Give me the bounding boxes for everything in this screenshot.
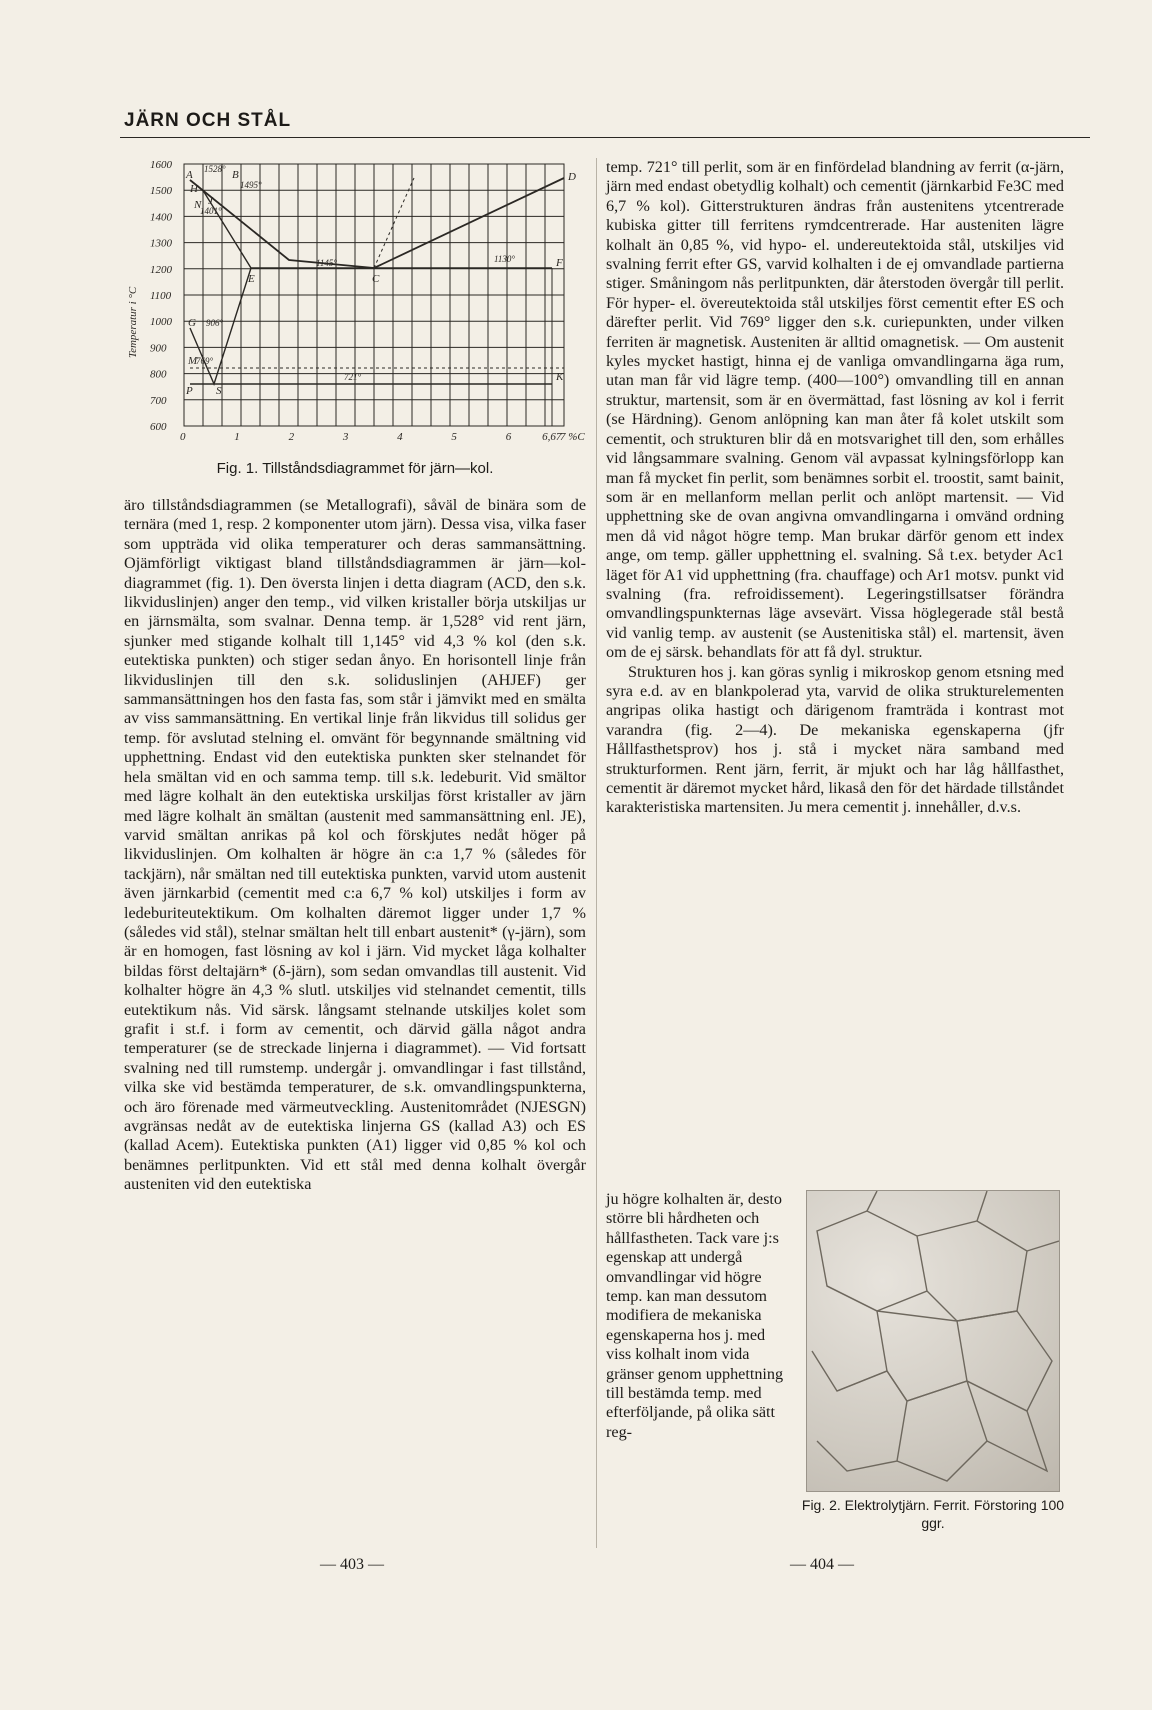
y-axis-label: Temperatur i °C	[127, 286, 139, 358]
point-label: J	[208, 195, 213, 207]
temperature-label: 1495°	[240, 180, 262, 190]
temperature-label: 769°	[196, 356, 214, 366]
x-tick-label: 7 %C	[560, 431, 585, 443]
point-label: K	[556, 371, 564, 383]
x-tick-label: 5	[451, 431, 457, 443]
y-tick-label: 1400	[150, 211, 172, 224]
right-column	[606, 158, 1064, 818]
x-tick-label: 0	[180, 431, 186, 443]
temperature-label: 721°	[344, 372, 362, 382]
x-tick-label: 4	[397, 431, 403, 443]
temperature-label: 1401°	[200, 206, 222, 216]
y-tick-label: 1000	[150, 316, 172, 329]
x-tick-label: 6,67	[542, 431, 562, 443]
page-number-right: — 404 —	[790, 1556, 854, 1573]
page-number-left: — 403 —	[320, 1556, 384, 1573]
x-tick-label: 2	[288, 431, 295, 443]
temperature-label: 1130°	[494, 254, 515, 264]
column-divider	[596, 158, 597, 1548]
micrograph-svg	[807, 1191, 1059, 1491]
micrograph-image	[806, 1190, 1060, 1492]
point-label: F	[556, 257, 563, 269]
right-wrap-text: ju högre kolhalten är, desto större bli hårdheten och hållfastheten. Tack vare j:s egenskap att undergå omvandlingar vid högre temp. kan man dessutom modifiera de mekaniska egenskaperna hos j. med viss kolhalt inom vida gränser genom upphettning till bestämda temp. med efterföljande, på olika sätt reg-	[606, 1190, 784, 1441]
point-label: A	[186, 169, 193, 181]
point-label: B	[232, 169, 239, 181]
y-tick-label: 1600	[150, 159, 172, 171]
y-tick-label: 800	[150, 368, 167, 381]
point-label: M	[188, 355, 198, 367]
temperature-label: 1145°	[316, 258, 337, 268]
right-para-1: temp. 721° till perlit, som är en finfördelad blandning av ferrit (α-järn, järn med endast obetydlig kolhalt) och cementit (järnkarbid Fe3C med 6,7 % kol). Gitterstrukturen ändras från austenitens ytcentrerade kubiska gitter till ferritens rymdcentrerade. Har austeniten lägre kolhalt än 0,85 %, vid hypo- el. undereutektoida stål, utskiljes vid svalning ferrit efter GS, varvid kolhalten i de ej omvandlade partierna stiger. Småningom nås perlitpunkten, där återstoden övergår till perlit. För hyper- el. övereutektoida stål utskiljes först cementit efter ES och därefter perlit. Vid 769° ligger den s.k. curiepunkten, under vilken ferriten är magnetisk. Austeniten är alltid omagnetisk. — Om austenit kyles mycket hastigt, hinna ej de vanliga omvandlingarna äga rum, utan man får vid lägre temp. (400—100°) omvandling till en annan struktur, martensit, som är en övermättad, fast lösning av kol i ferrit (se Härdning). Genom anlöpning kan man åter få kolet utskilt som cementit, och strukturen blir då en motsvarighet till den, som erhålles vid långsammare svalning. Genom väl avpassat kylningsförlopp kan man få mycket fin perlit, som benämnes sorbit el. troostit, samt bainit, som är en mellanform mellan perlit och anlöpt martensit. — Vid upphettning ske de ovan angivna omvandlingarna i omvänd ordning men då vid något högre temp. Man brukar därför genom ett index ange, om temp. gäller upphettning el. svalning. Så t.ex. betyder Ac1 läget för A1 vid upphettning (fra. chauffage) och Ar1 motsv. punkt vid svalning (fra. refroidissement). Legeringstillsatser förändra omvandlingspunkternas läge avsevärt. Vissa höglegerade stål bestå vid vanlig temp. av austenit (se Austenitiska stål) el. martensit, även om de ej särsk. behandlats för att få dyl. struktur.	[606, 158, 1064, 662]
temperature-label: 906°	[206, 318, 224, 328]
phase-diagram	[124, 158, 586, 488]
y-tick-label: 1100	[150, 290, 172, 302]
point-label: G	[188, 317, 196, 329]
y-tick-label: 1200	[150, 263, 172, 276]
phase-diagram-svg	[124, 158, 586, 458]
left-column	[124, 496, 586, 1195]
point-label: P	[186, 385, 193, 397]
x-tick-label: 1	[234, 431, 240, 443]
page-title: JÄRN OCH STÅL	[124, 110, 292, 131]
point-label: C	[372, 273, 380, 285]
x-tick-label: 6	[505, 431, 512, 443]
y-tick-label: 900	[150, 342, 167, 355]
figure2-caption: Fig. 2. Elektrolytjärn. Ferrit. Förstoring 100 ggr.	[801, 1497, 1065, 1531]
x-tick-label: 3	[342, 431, 349, 443]
header-rule	[120, 137, 1090, 138]
right-para-2: Strukturen hos j. kan göras synlig i mikroskop genom etsning med syra e.d. av en blankpolerad yta, varvid de olika strukturelementen angripas olika hastigt och därigenom framträda i kontrast mot varandra (fig. 2—4). De mekaniska egenskaperna (jfr Hållfasthetsprov) hos j. stå i mycket nära samband med strukturformen. Rent järn, ferrit, är mjukt och har låg hållfasthet, cementit är däremot mycket hård, likaså den för det härdade tillståndet karakteristiska martensiten. Ju mera cementit j. innehåller, d.v.s.	[606, 662, 1064, 817]
point-label: H	[190, 183, 198, 195]
y-tick-label: 600	[150, 421, 167, 433]
point-label: S	[216, 385, 222, 397]
y-tick-label: 700	[150, 394, 167, 407]
point-label: E	[248, 273, 255, 285]
figure1-caption: Fig. 1. Tillståndsdiagrammet för järn—kol.	[216, 460, 494, 477]
left-column-text: äro tillståndsdiagrammen (se Metallografi), såväl de binära som de ternära (med 1, resp. 2 komponenter utom järn). Dessa visa, vilka faser som uppträda vid olika temperaturer och deras sammansättning. Ojämförligt viktigast bland tillståndsdiagrammen är järn—kol-diagrammet (fig. 1). Den översta linjen i detta diagram (ACD, den s.k. likviduslinjen) anger den temp., vid vilken kristaller börja utskiljas ur en järnsmälta, som svalnar. Denna temp. är 1,528° vid rent järn, sjunker med stigande kolhalt till 1,145° vid 4,3 % kol (den s.k. eutektiska punkten) och stiger sedan ånyo. En horisontell linje från likviduslinjen till den s.k. soliduslinjen (AHJEF) ger sammansättningen hos den fasta fas, som står i jämvikt med en smälta av viss sammansättning. En vertikal linje från likvidus till solidus ger temp. för avslutad stelning el. omvänt för begynnande smältning vid upphettning. Endast vid den eutektiska punkten sker stelnandet för hela smältan vid en och samma temp. till s.k. ledeburit. Vid smältor med lägre kolhalt än den eutektiska urskiljas först kristaller av järn med lägre kolhalt än smältan (austenit med sammansättning enl. JE), varvid smältan anrikas på kol och förskjutes nedåt höger på likviduslinjen. Om kolhalten är högre än c:a 1,7 % (således för tackjärn), når smältan ned till eutektiska punkten, varvid utom austenit även järnkarbid (cementit med c:a 6,7 % kol) utskiljes i form av ledeburiteutektikum. Om kolhalten däremot ligger under 1,7 % (således vid stål), stelnar smältan helt till enbart austenit* (γ-järn), som är en homogen, fast lösning av kol i järn. Vid mycket låga kolhalter bildas först deltajärn* (δ-järn), som sedan omvandlas till austenit. Vid kolhalter högre än 4,3 % slutl. utskiljes vid stelnandet cementit, tills eutektikum nås. Vid särsk. långsamt stelnande utskiljes kolet som grafit i st.f. i form av cementit, och därvid gälla något andra temperaturer (se de streckade linjerna i diagrammet). — Vid fortsatt svalning ned till rumstemp. undergår j. omvandlingar i fast tillstånd, vilka ske vid bestämda temperaturer, de s.k. omvandlingspunkterna, och äro förenade med värmeutveckling. Austenitområdet (NJESGN) avgränsas nedåt av de eutektiska linjerna GS (kallad A3) och ES (kallad Acem). Eutektiska punkten (A1) ligger vid 0,85 % kol och benämnes perlitpunkten. Vid ett stål med denna kolhalt övergår austeniten vid den eutektiska	[124, 496, 586, 1194]
point-label: D	[568, 171, 576, 183]
y-tick-label: 1300	[150, 237, 172, 250]
temperature-label: 1528°	[204, 164, 226, 174]
point-label: N	[194, 199, 202, 211]
y-tick-label: 1500	[150, 185, 172, 198]
